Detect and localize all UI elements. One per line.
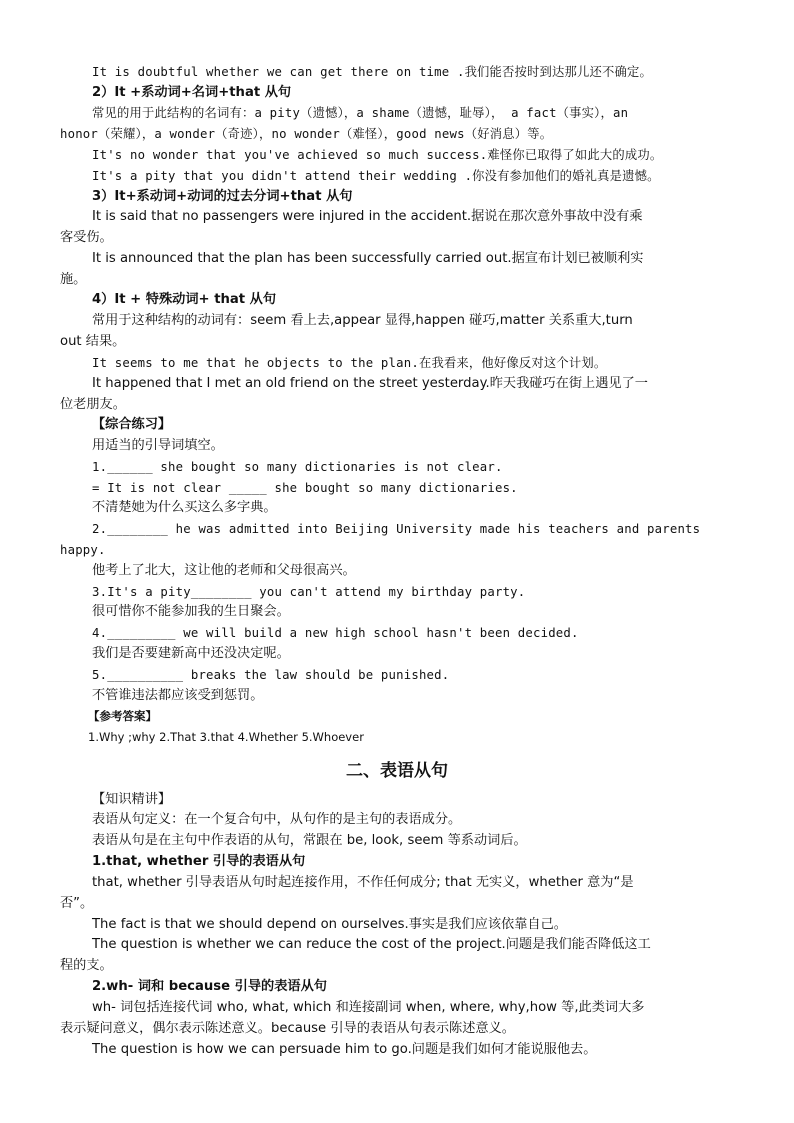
- example-line: It is said that no passengers were injured in the accident.据说在那次意外事故中没有乘: [92, 209, 643, 224]
- example-line: It is doubtful whether we can get there on time .我们能否按时到达那儿还不确定。: [92, 65, 653, 79]
- subsection-heading: 2.wh- 词和 because 引导的表语从句: [92, 979, 327, 994]
- definition-line: 表语从句定义：在一个复合句中，从句作的是主句的表语成分。: [92, 812, 462, 827]
- answer-line: 1.Why ;why 2.That 3.that 4.Whether 5.Whoever: [88, 730, 364, 744]
- paragraph-line: wh- 词包括连接代词 who, what, which 和连接副词 when, where, why,how 等,此类词大多: [92, 1000, 645, 1015]
- example-line: It's no wonder that you've achieved so much success.难怪你已取得了如此大的成功。: [92, 148, 663, 162]
- paragraph-line: out 结果。: [60, 334, 126, 349]
- answer-heading: 【参考答案】: [88, 709, 157, 723]
- exercise-instruction: 用适当的引导词填空。: [92, 438, 224, 453]
- paragraph-line: 表示疑问意义，偶尔表示陈述意义。because 引导的表语从句表示陈述意义。: [60, 1021, 515, 1036]
- section-heading: 3）It+系动词+动词的过去分词+that 从句: [92, 189, 353, 204]
- question-translation: 他考上了北大，这让他的老师和父母很高兴。: [92, 563, 356, 578]
- example-line: 程的支。: [60, 958, 113, 973]
- question-line: 1.______ she bought so many dictionaries is not clear.: [92, 460, 503, 474]
- question-line: 3.It's a pity________ you can't attend my birthday party.: [92, 585, 526, 599]
- example-line: It seems to me that he objects to the plan.在我看来，他好像反对这个计划。: [92, 356, 607, 370]
- example-line: 位老朋友。: [60, 397, 126, 412]
- question-line: 5.__________ breaks the law should be punished.: [92, 668, 450, 682]
- knowledge-heading: 【知识精讲】: [92, 792, 172, 807]
- section-title: 二、表语从句: [346, 761, 448, 781]
- example-line: The fact is that we should depend on ourselves.事实是我们应该依靠自己。: [92, 917, 567, 932]
- example-line: It's a pity that you didn't attend their wedding .你没有参加他们的婚礼真是遗憾。: [92, 169, 660, 183]
- paragraph-line: honor（荣耀），a wonder（奇迹），no wonder（难怪），good news（好消息）等。: [60, 127, 553, 141]
- definition-line: 表语从句是在主句中作表语的从句，常跟在 be, look, seem 等系动词后。: [92, 833, 527, 848]
- paragraph-line: 常用于这种结构的动词有：seem 看上去,appear 显得,happen 碰巧,matter 关系重大,turn: [92, 313, 633, 328]
- question-line: = It is not clear _____ she bought so many dictionaries.: [92, 481, 518, 495]
- example-line: 施。: [60, 272, 87, 287]
- example-line: The question is whether we can reduce the cost of the project.问题是我们能否降低这工: [92, 937, 651, 952]
- subsection-heading: 1.that, whether 引导的表语从句: [92, 854, 306, 869]
- paragraph-line: 否”。: [60, 896, 94, 911]
- example-line: It happened that I met an old friend on the street yesterday.昨天我碰巧在街上遇见了一: [92, 376, 648, 391]
- question-line: 2.________ he was admitted into Beijing University made his teachers and parents: [92, 522, 701, 536]
- question-translation: 我们是否要建新高中还没决定呢。: [92, 646, 290, 661]
- question-translation: 很可惜你不能参加我的生日聚会。: [92, 604, 290, 619]
- question-translation: 不管谁违法都应该受到惩罚。: [92, 688, 264, 703]
- exercise-heading: 【综合练习】: [92, 417, 172, 432]
- question-translation: 不清楚她为什么买这么多字典。: [92, 500, 277, 515]
- question-line: 4._________ we will build a new high school hasn't been decided.: [92, 626, 579, 640]
- section-heading: 4）It + 特殊动词+ that 从句: [92, 292, 277, 307]
- paragraph-line: that, whether 引导表语从句时起连接作用，不作任何成分; that 无实义，whether 意为“是: [92, 875, 634, 890]
- paragraph-line: 常见的用于此结构的名词有：a pity（遗憾），a shame（遗憾，耻辱）， a fact（事实），an: [92, 106, 629, 120]
- question-line: happy.: [60, 543, 106, 557]
- example-line: The question is how we can persuade him to go.问题是我们如何才能说服他去。: [92, 1042, 597, 1057]
- section-heading: 2）It +系动词+名词+that 从句: [92, 85, 292, 100]
- example-line: It is announced that the plan has been successfully carried out.据宣布计划已被顺利实: [92, 251, 644, 266]
- example-line: 客受伤。: [60, 230, 113, 245]
